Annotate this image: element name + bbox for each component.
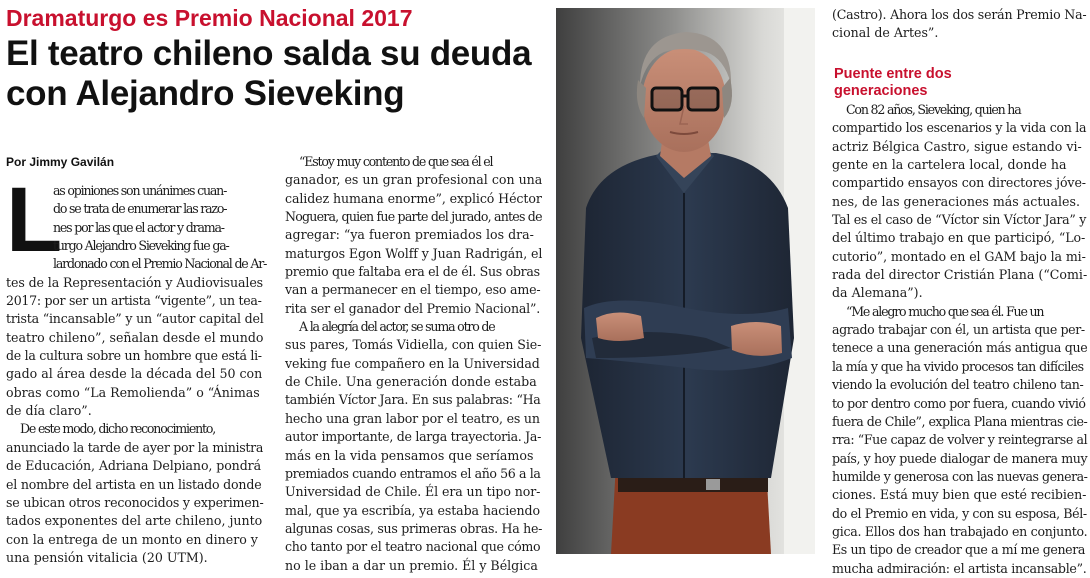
text-line: lardonado con el Premio Nacional de Ar- bbox=[53, 256, 267, 272]
text-line: una pensión vitalicia (20 UTM). bbox=[6, 549, 208, 565]
text-line: compartido ensayos con directores jóve- bbox=[832, 175, 1086, 191]
text-line: la mía y que ha vivido procesos tan difíciles bbox=[832, 358, 1084, 374]
text-line: calidez humana enorme”, explicó Héctor bbox=[285, 190, 542, 206]
text-line: sus pares, Tomás Vidiella, con quien Sie- bbox=[285, 337, 542, 353]
text-line: obras como “La Remolienda” o “Ánimas bbox=[6, 384, 260, 400]
byline: Por Jimmy Gavilán bbox=[6, 155, 115, 169]
text-line: tenece a una generación más antigua que bbox=[832, 340, 1088, 356]
text-line: ciones. Está muy bien que esté recibien- bbox=[832, 487, 1087, 503]
paragraph bbox=[6, 169, 267, 420]
text-line: de Chile. Una generación donde estaba bbox=[285, 374, 537, 390]
text-line: del último trabajo en que participó, “Lo- bbox=[832, 230, 1086, 246]
text-line: autor importante, de larga trayectoria. Ja- bbox=[285, 429, 542, 445]
text-line: humilde y generosa con las nuevas genera- bbox=[832, 468, 1088, 484]
text-line: gica. Ellos dos han trabajado en conjunto. bbox=[832, 523, 1088, 539]
text-line: turgo Alejandro Sieveking fue ga- bbox=[53, 238, 229, 254]
paragraph bbox=[285, 318, 543, 575]
text-line: maturgos Egon Wolff y Juan Radrigán, el bbox=[285, 245, 543, 261]
text-line: Es un tipo de creador que a mí me genera bbox=[832, 542, 1085, 558]
subheading bbox=[834, 66, 1084, 100]
text-line: agregar: “ya fueron premiados los dra- bbox=[285, 227, 534, 243]
text-line: Noguera, quien fue parte del jurado, antes de bbox=[285, 209, 542, 225]
text-line: do el Premio en vida, y con su esposa, Bél- bbox=[832, 505, 1087, 521]
text-line: no le iban a dar un premio. Él y Bélgica bbox=[285, 557, 538, 573]
text-line: el nombre del artista en un listado donde bbox=[6, 476, 262, 492]
portrait-illustration bbox=[556, 8, 815, 554]
text-line: teatro chileno”, señalan desde el mundo bbox=[6, 329, 264, 345]
text-line: do se trata de enumerar las razo- bbox=[53, 201, 227, 217]
text-line: gado al área desde la década del 50 con bbox=[6, 366, 263, 382]
text-line: algunas cosas, sus primeras obras. Ha he- bbox=[285, 520, 543, 536]
text-line: A la alegría del actor, se suma otro de bbox=[299, 319, 495, 335]
text-line: trista “incansable” y un “autor capital del bbox=[6, 311, 264, 327]
text-line: mal, que ya escribía, ya estaba haciendo bbox=[285, 502, 540, 518]
paragraph bbox=[285, 153, 543, 318]
text-line: país, y hoy puede dialogar de manera muy bbox=[832, 450, 1088, 466]
text-line: de Educación, Adriana Delpiano, pondrá bbox=[6, 458, 261, 474]
text-line: veking fue compañero en la Universidad bbox=[285, 355, 540, 371]
text-line: hecho una gran labor por el teatro, es un bbox=[285, 410, 540, 426]
text-line: as opiniones son unánimes cuan- bbox=[53, 183, 227, 198]
headline bbox=[6, 34, 551, 114]
text-line: tados exponentes del arte chileno, junto bbox=[6, 513, 263, 529]
text-line: mucha admiración: el artista incansable”. bbox=[832, 560, 1087, 576]
text-line: cional de Artes”. bbox=[832, 25, 939, 41]
subheading-line: generaciones bbox=[834, 83, 928, 99]
text-line: Tal es el caso de “Víctor sin Víctor Jara” y bbox=[832, 212, 1087, 228]
text-line: de día claro”. bbox=[6, 403, 92, 419]
article-column-2 bbox=[285, 153, 543, 575]
article-column-3-body bbox=[832, 101, 1087, 578]
text-line: De este modo, dicho reconocimiento, bbox=[20, 421, 216, 437]
article-column-3 bbox=[832, 6, 1087, 43]
headline-line: El teatro chileno salda su deuda bbox=[6, 34, 532, 73]
text-line: “Me alegro mucho que sea él. Fue un bbox=[846, 303, 1044, 319]
paragraph bbox=[832, 303, 1087, 578]
text-line: tes de la Representación y Audiovisuales bbox=[6, 274, 264, 290]
portrait-photo bbox=[556, 8, 815, 554]
text-line: viendo la evolución del teatro chileno tan- bbox=[832, 377, 1084, 393]
text-line: nes, de las generaciones más actuales. bbox=[832, 193, 1080, 209]
text-line: nes por las que el actor y drama- bbox=[53, 219, 224, 235]
text-line: de la cultura sobre un hombre que está li- bbox=[6, 348, 262, 364]
paragraph bbox=[832, 101, 1087, 303]
article-column-1 bbox=[6, 169, 267, 567]
text-line: se ubican otros reconocidos y experimen- bbox=[6, 494, 264, 510]
subheading-line: Puente entre dos bbox=[834, 66, 952, 82]
text-line: da Alemana”). bbox=[832, 285, 923, 301]
text-line: cutorio”, montado en el GAM bajo la mi- bbox=[832, 248, 1086, 264]
text-line: rita ser el ganador del Premio Nacional”. bbox=[285, 300, 541, 316]
text-line: rra: “Fue capaz de volver y reintegrarse al bbox=[832, 432, 1088, 448]
text-line: agrado trabajar con él, un artista que per- bbox=[832, 322, 1085, 338]
text-line: to por dentro como por fuera, cuando vivió bbox=[832, 395, 1086, 411]
text-line: premiados cuando entramos el año 56 a la bbox=[285, 465, 541, 481]
text-line: rada del director Cristián Plana (“Comi- bbox=[832, 267, 1088, 283]
text-line: más en la vida pensamos que seríamos bbox=[285, 447, 534, 463]
text-line: compartido los escenarios y la vida con la bbox=[832, 120, 1087, 136]
paragraph bbox=[832, 6, 1087, 43]
text-line: anunciado la tarde de ayer por la ministra bbox=[6, 439, 264, 455]
text-line: también Víctor Jara. En sus palabras: “Ha bbox=[285, 392, 541, 408]
text-line: (Castro). Ahora los dos serán Premio Na- bbox=[832, 7, 1087, 22]
text-line: “Estoy muy contento de que sea él el bbox=[299, 154, 493, 169]
text-line: fuera de Chile”, explica Plana mientras cie- bbox=[832, 413, 1088, 429]
drop-cap: L bbox=[6, 169, 63, 271]
headline-line: con Alejandro Sieveking bbox=[6, 74, 405, 113]
text-line: gente en la cartelera local, donde ha bbox=[832, 157, 1067, 173]
text-line: Universidad de Chile. Él era un tipo nor- bbox=[285, 484, 541, 500]
text-line: 2017: por ser un artista “vigente”, un tea- bbox=[6, 293, 262, 309]
text-line: con la entrega de un monto en dinero y bbox=[6, 531, 258, 547]
paragraph bbox=[6, 420, 264, 567]
text-line: van a permanecer en el tiempo, eso ame- bbox=[285, 282, 541, 298]
text-line: premio que faltaba era el de él. Sus obras bbox=[285, 264, 540, 280]
text-line: cho tanto por el teatro nacional que cómo bbox=[285, 539, 541, 555]
kicker: Dramaturgo es Premio Nacional 2017 bbox=[6, 5, 413, 31]
text-line: Con 82 años, Sieveking, quien ha bbox=[846, 102, 1021, 117]
text-line: actriz Bélgica Castro, sigue estando vi- bbox=[832, 138, 1082, 154]
text-line: ganador, es un gran profesional con una bbox=[285, 172, 543, 188]
